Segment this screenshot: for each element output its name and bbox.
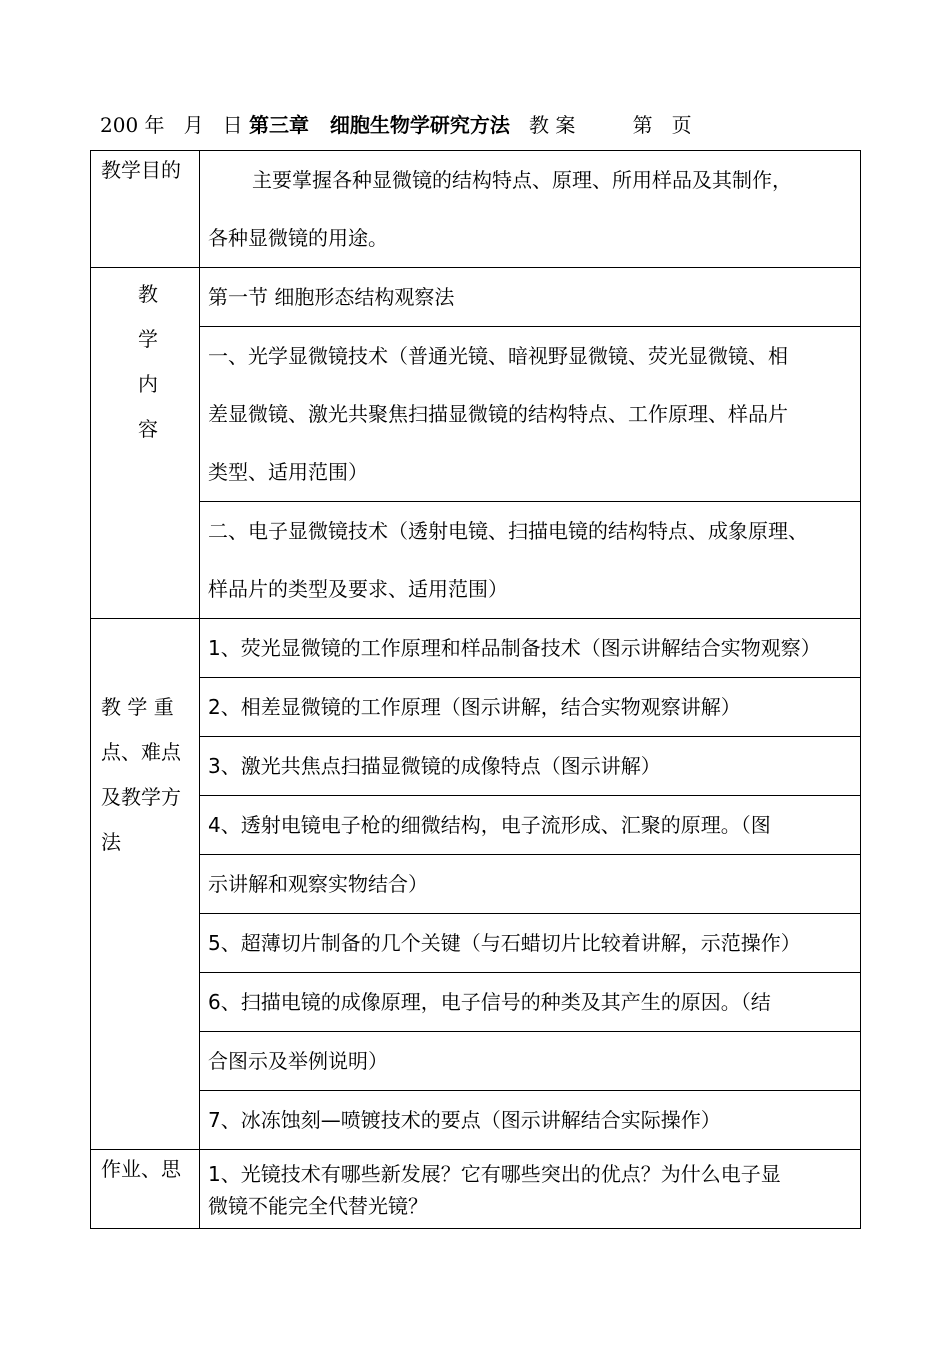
key-row-5 [91, 855, 861, 914]
lesson-plan-table [90, 150, 861, 1229]
content-item-1 [200, 327, 861, 502]
key-row-2 [91, 678, 861, 737]
header-chapter: 第三章 细胞生物学研究方法 [249, 113, 510, 137]
content-label-char: 学 [138, 327, 158, 351]
homework-content [200, 1150, 861, 1229]
content-item-1-line: 一、光学显微镜技术（普通光镜、暗视野显微镜、荧光显微镜、相 [208, 344, 788, 368]
section-title: 第一节 细胞形态结构观察法 [200, 268, 861, 327]
homework-line: 微镜不能完全代替光镜？ [208, 1194, 428, 1218]
content-label-char: 内 [138, 372, 158, 396]
key-label-line: 教 学 重 [101, 695, 174, 719]
key-row-4 [91, 796, 861, 855]
homework-line: 1、光镜技术有哪些新发展？它有哪些突出的优点？为什么电子显 [208, 1162, 781, 1186]
key-point-item: 7、冰冻蚀刻—喷镀技术的要点（图示讲解结合实际操作） [200, 1091, 861, 1150]
key-point-item: 5、超薄切片制备的几个关键（与石蜡切片比较着讲解，示范操作） [200, 914, 861, 973]
content-item-1-line: 类型、适用范围） [208, 460, 368, 484]
page-header [100, 110, 692, 140]
key-row-3 [91, 737, 861, 796]
key-point-item: 1、荧光显微镜的工作原理和样品制备技术（图示讲解结合实物观察） [200, 619, 861, 678]
content-item-2-line: 样品片的类型及要求、适用范围） [208, 577, 508, 601]
content-item-1-line: 差显微镜、激光共聚焦扫描显微镜的结构特点、工作原理、样品片 [208, 402, 788, 426]
key-point-item: 示讲解和观察实物结合） [200, 855, 861, 914]
homework-label: 作业、思 [91, 1150, 200, 1229]
purpose-row [91, 151, 861, 268]
key-row-9 [91, 1091, 861, 1150]
key-point-item: 2、相差显微镜的工作原理（图示讲解，结合实物观察讲解） [200, 678, 861, 737]
key-points-label [91, 619, 200, 1150]
key-row-6 [91, 914, 861, 973]
key-point-item: 合图示及举例说明） [200, 1032, 861, 1091]
content-item-2-line: 二、电子显微镜技术（透射电镜、扫描电镜的结构特点、成象原理、 [208, 519, 808, 543]
key-point-item: 3、激光共焦点扫描显微镜的成像特点（图示讲解） [200, 737, 861, 796]
content-label [91, 268, 200, 619]
content-label-char: 教 [138, 282, 158, 306]
content-label-char: 容 [138, 417, 158, 441]
content-row-item1 [91, 327, 861, 502]
homework-row [91, 1150, 861, 1229]
key-row-8 [91, 1032, 861, 1091]
header-doc-type: 教 案 第 页 [509, 113, 692, 137]
key-point-item: 6、扫描电镜的成像原理，电子信号的种类及其产生的原因。（结 [200, 973, 861, 1032]
purpose-content [200, 151, 861, 268]
key-label-line: 法 [101, 830, 121, 854]
key-point-item: 4、透射电镜电子枪的细微结构，电子流形成、汇聚的原理。（图 [200, 796, 861, 855]
key-row-7 [91, 973, 861, 1032]
content-item-2 [200, 502, 861, 619]
purpose-line-2: 各种显微镜的用途。 [208, 226, 388, 250]
content-row-title [91, 268, 861, 327]
purpose-line-1: 主要掌握各种显微镜的结构特点、原理、所用样品及其制作， [252, 168, 792, 192]
key-row-1 [91, 619, 861, 678]
header-date: 200 年 月 日 [100, 113, 250, 137]
content-row-item2 [91, 502, 861, 619]
key-label-line: 及教学方 [101, 785, 181, 809]
key-label-line: 点、难点 [101, 740, 181, 764]
purpose-label: 教学目的 [91, 151, 200, 268]
